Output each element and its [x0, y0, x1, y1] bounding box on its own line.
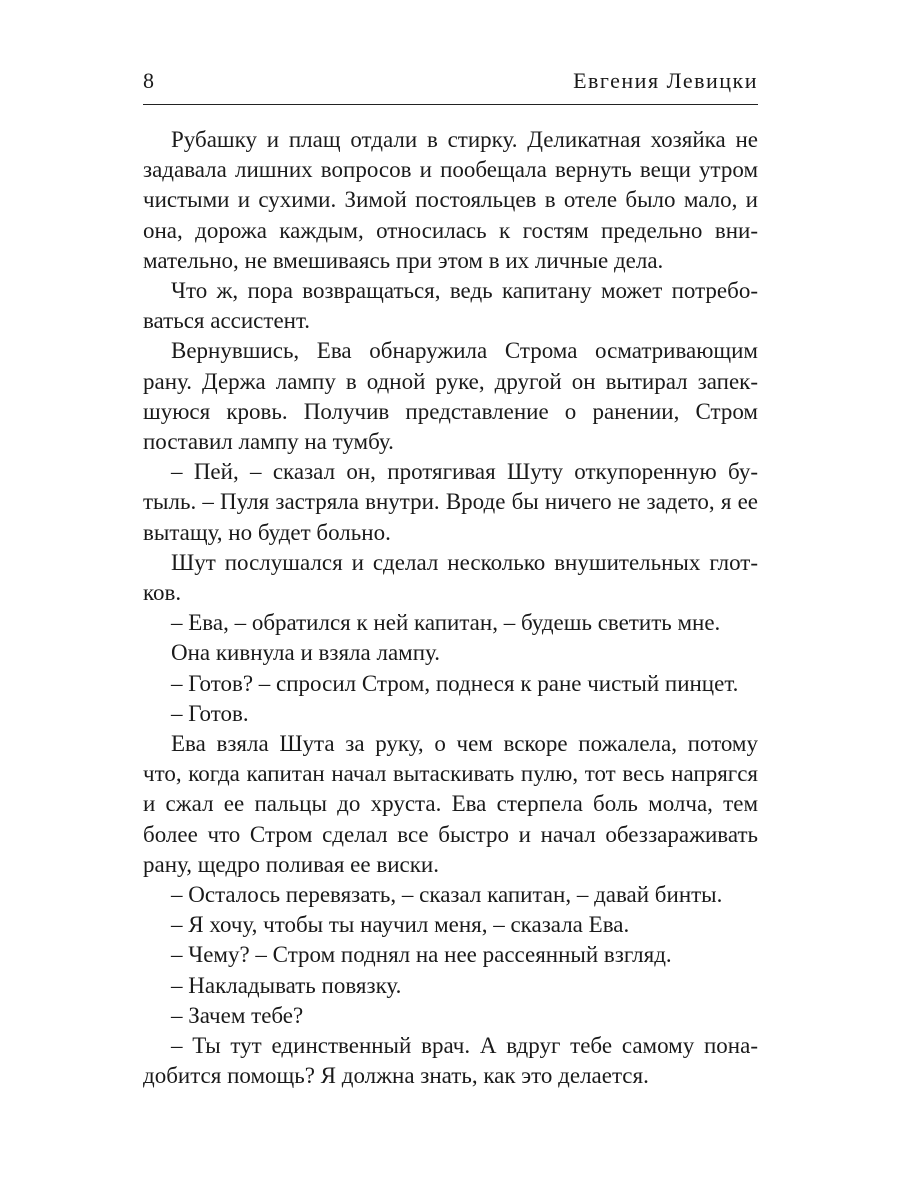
paragraph: – Ева, – обратился к ней капитан, – будешь светить мне. [171, 610, 721, 636]
paragraph: Ева взяла Шута за руку, о чем вскоре пожалела, потому что, когда капитан начал вытаскивать пулю, тот весь напрягся и сжал ее пальцы до хруста. Ева стерпела боль молча, тем более что Стром сделал все быстро и начал обеззараживать рану, щедро поливая ее виски. [143, 731, 758, 877]
paragraph: – Я хочу, чтобы ты научил меня, – сказала Ева. [171, 912, 630, 938]
paragraph: – Пей, – сказал он, протягивая Шуту откупоренную бутыль. – Пуля застряла внутри. Вроде бы ничего не задето, я ее вытащу, но будет больно. [143, 459, 758, 545]
header-rule [143, 104, 758, 105]
running-head [143, 66, 758, 100]
paragraph: Рубашку и плащ отдали в стирку. Деликатная хозяйка не задавала лишних вопросов и пообещала вернуть вещи утром чистыми и сухими. Зимой постояльцев в отеле было мало, и она, дорожа каждым, относилась к гостям предельно внимательно, не вмешиваясь при этом в их личные дела. [143, 127, 758, 273]
paragraph: – Осталось перевязать, – сказал капитан, – давай бинты. [171, 882, 723, 908]
paragraph: – Чему? – Стром поднял на нее рассеянный взгляд. [171, 942, 672, 968]
page-number: 8 [143, 68, 154, 93]
paragraph: – Зачем тебе? [171, 1002, 304, 1028]
paragraph: Что ж, пора возвращаться, ведь капитану может потребоваться ассистент. [143, 278, 758, 334]
paragraph: – Ты тут единственный врач. А вдруг тебе самому понадобится помощь? Я должна знать, как это делается. [143, 1033, 758, 1089]
paragraph: Она кивнула и взяла лампу. [171, 640, 440, 666]
paragraph: – Готов. [171, 700, 249, 726]
paragraph: Вернувшись, Ева обнаружила Строма осматривающим рану. Держа лампу в одной руке, другой он вытирал запекшуюся кровь. Получив представление о ранении, Стром поставил лампу на тумбу. [143, 338, 758, 455]
author-name: Евгения Левицки [573, 68, 758, 93]
paragraph: Шут послушался и сделал несколько внушительных глотков. [143, 549, 758, 606]
paragraph: – Накладывать повязку. [171, 972, 402, 998]
body-text [143, 125, 758, 1092]
paragraph: – Готов? – спросил Стром, поднеся к ране чистый пинцет. [171, 670, 739, 696]
